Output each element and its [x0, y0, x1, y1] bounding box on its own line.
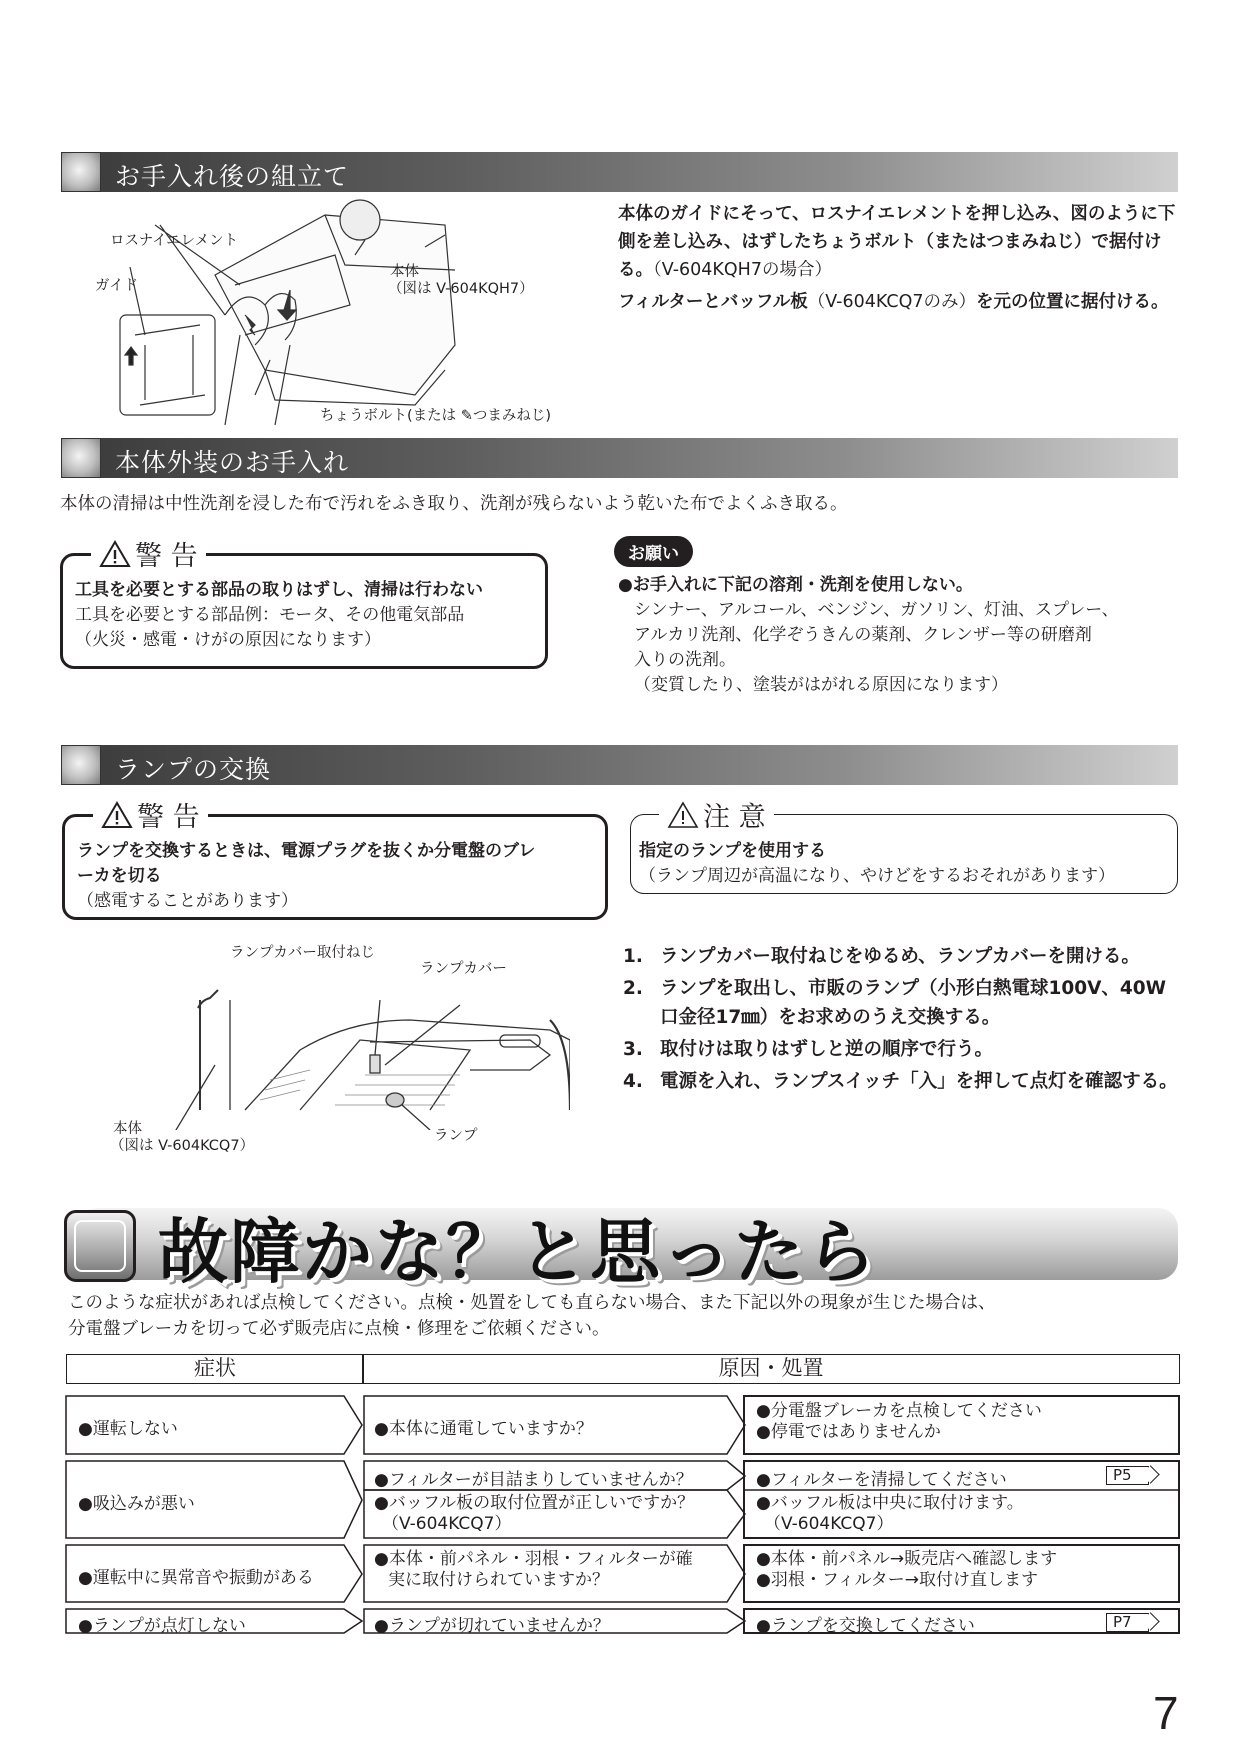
action-clean-filter: ●フィルターを清掃してください	[756, 1470, 1007, 1490]
section-title: お手入れ後の組立て	[115, 162, 350, 191]
request-line-1: シンナー、アルコール、ベンジン、ガソリン、灯油、スプレー、	[634, 600, 1119, 620]
troubleshoot-intro: このような症状があれば点検してください。点検・処置をしても直らない場合、また下記以外の現象が生じた場合は、 分電盤ブレーカを切って必ず販売店に点検・修理をご依頼ください。	[68, 1293, 996, 1339]
label-body: 本体	[390, 264, 419, 280]
warning-label: 警 告	[93, 795, 208, 834]
warning-line-1: ランプを交換するときは、電源プラグを抜くか分電盤のブレ	[77, 841, 536, 861]
symptom-lamp-off: ●ランプが点灯しない	[78, 1616, 246, 1636]
step-item: 4. 電源を入れ、ランプスイッチ「入」を押して点灯を確認する。	[623, 1071, 1178, 1092]
request-badge: お願い	[614, 536, 693, 567]
warning-line-2: ーカを切る	[77, 866, 162, 886]
label-body-model: （図は V-604KQH7）	[388, 281, 534, 297]
warning-line-3: （感電することがあります）	[77, 891, 298, 911]
action-contact-dealer: ●本体・前パネル→販売店へ確認します ●羽根・フィルター→取付け直します	[756, 1549, 1058, 1590]
warning-line-3: （火災・感電・けがの原因になります）	[75, 630, 381, 650]
symptom-poor-suction: ●吸込みが悪い	[78, 1494, 195, 1514]
step-item: 3. 取付けは取りはずしと逆の順序で行う。	[623, 1039, 994, 1060]
label-lamp-cover-screw: ランプカバー取付ねじ	[230, 945, 375, 961]
instruction-2-note: （V-604KCQ7のみ）	[807, 292, 977, 312]
caution-line-1: 指定のランプを使用する	[639, 841, 826, 861]
section-title: ランプの交換	[115, 755, 272, 784]
label-body-model: （図は V-604KCQ7）	[110, 1138, 255, 1154]
warning-line-1: 工具を必要とする部品の取りはずし、清掃は行わない	[75, 580, 483, 600]
instruction-1-note: （V-604KQH7の場合）	[653, 260, 832, 280]
action-baffle-center: ●バッフル板は中央に取付けます。 （V-604KCQ7）	[756, 1493, 1024, 1534]
instruction-2a: フィルターとバッフル板	[618, 292, 808, 312]
label-body: 本体	[113, 1121, 142, 1137]
label-lamp: ランプ	[434, 1128, 478, 1144]
symptom-noise-vibration: ●運転中に異常音や振動がある	[78, 1568, 314, 1588]
label-lamp-cover: ランプカバー	[420, 961, 507, 977]
page-ref-p7[interactable]: P7	[1106, 1613, 1149, 1632]
warning-label: 警 告	[91, 534, 206, 573]
instruction-2b: を元の位置に据付ける。	[976, 292, 1169, 312]
step-item: 1. ランプカバー取付ねじをゆるめ、ランプカバーを開ける。	[623, 946, 1140, 967]
caution-label: 注 意	[659, 795, 774, 834]
troubleshoot-title: 故障かな？と思ったら	[158, 1211, 878, 1293]
cause-power: ●本体に通電していますか？	[374, 1419, 593, 1439]
header-cause: 原因・処置	[362, 1354, 1180, 1384]
cause-filter-clogged: ●フィルターが目詰まりしていませんか？	[374, 1470, 693, 1490]
warning-line-2: 工具を必要とする部品例：モータ、その他電気部品	[75, 605, 465, 625]
instruction-1: 本体のガイドにそって、ロスナイエレメントを押し込み、図のように下側を差し込み、はずしたちょうボルト（またはつまみねじ）で据付ける。	[618, 204, 1176, 280]
request-line-3: 入りの洗剤。	[634, 650, 736, 670]
request-line-4: （変質したり、塗装がはがれる原因になります）	[634, 675, 1008, 695]
caution-line-2: （ランプ周辺が高温になり、やけどをするおそれがあります）	[639, 866, 1115, 886]
cause-lamp-burnt: ●ランプが切れていませんか？	[374, 1616, 610, 1636]
symptom-no-operation: ●運転しない	[78, 1419, 178, 1439]
cause-baffle-position: ●バッフル板の取付位置が正しいですか？ （V-604KCQ7）	[374, 1493, 695, 1534]
page-number: 7	[1153, 1687, 1179, 1739]
step-item: 2. ランプを取出し、市販のランプ（小形白熱電球100V、40W口金径17㎜）をお求めのうえ交換する。	[623, 978, 1167, 1028]
label-guide: ガイド	[95, 278, 139, 294]
label-lossnay-element: ロスナイエレメント	[110, 233, 239, 249]
cause-parts-attached: ●本体・前パネル・羽根・フィルターが確 実に取付けられていますか？	[374, 1549, 693, 1590]
request-bullet: ●お手入れに下記の溶剤・洗剤を使用しない。	[618, 575, 973, 595]
action-breaker: ●分電盤ブレーカを点検してください ●停電ではありませんか	[756, 1401, 1042, 1442]
page-ref-p5[interactable]: P5	[1106, 1466, 1149, 1485]
request-line-2: アルカリ洗剤、化学ぞうきんの薬剤、クレンザー等の研磨剤	[634, 625, 1092, 645]
action-replace-lamp: ●ランプを交換してください	[756, 1616, 975, 1636]
header-symptom: 症状	[66, 1354, 364, 1384]
section-title: 本体外装のお手入れ	[115, 448, 350, 477]
label-wing-bolt: ちょうボルト(または ✎つまみねじ)	[320, 408, 552, 424]
exterior-intro: 本体の清掃は中性洗剤を浸した布で汚れをふき取り、洗剤が残らないよう乾いた布でよくふき取る。	[60, 494, 848, 514]
